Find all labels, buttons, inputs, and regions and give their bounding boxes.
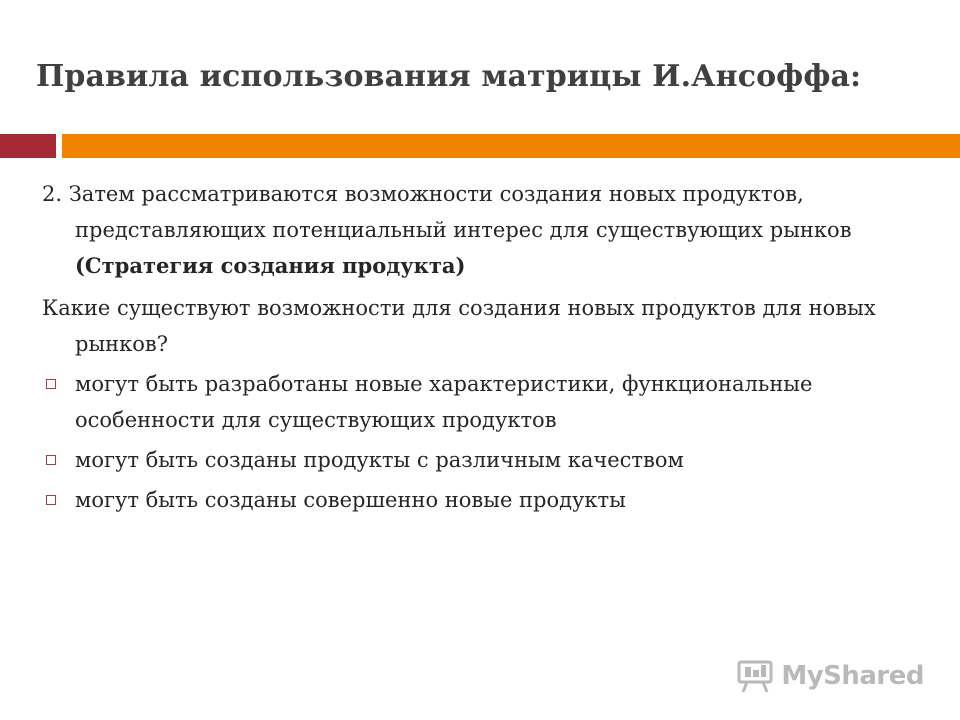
presentation-board-icon	[735, 656, 775, 696]
bullet-text: могут быть созданы продукты с различным качеством	[75, 448, 684, 472]
paragraph-strategy	[42, 176, 922, 284]
watermark-text: MyShared	[781, 661, 924, 691]
title-rule-left	[0, 134, 56, 158]
paragraph-question: Какие существуют возможности для создания новых продуктов для новых рынков?	[42, 296, 876, 356]
slide-title: Правила использования матрицы И.Ансоффа:	[36, 59, 862, 94]
square-bullet-icon	[46, 379, 56, 389]
bullet-text: могут быть созданы совершенно новые продукты	[75, 488, 626, 512]
strategy-name: (Стратегия создания продукта)	[75, 253, 466, 278]
paragraph-strategy-text: 2. Затем рассматриваются возможности создания новых продуктов, представляющих потенциальный интерес для существующих рынков	[42, 182, 852, 242]
square-bullet-icon	[46, 455, 56, 465]
bullet-item	[42, 442, 922, 478]
bullet-item	[42, 482, 922, 518]
myshared-watermark	[735, 652, 924, 700]
slide-content	[42, 176, 922, 518]
title-rule-right	[62, 134, 960, 158]
bullet-text: могут быть разработаны новые характеристики, функциональные особенности для существующих продуктов	[75, 372, 813, 432]
bullet-item	[42, 366, 922, 438]
square-bullet-icon	[46, 495, 56, 505]
